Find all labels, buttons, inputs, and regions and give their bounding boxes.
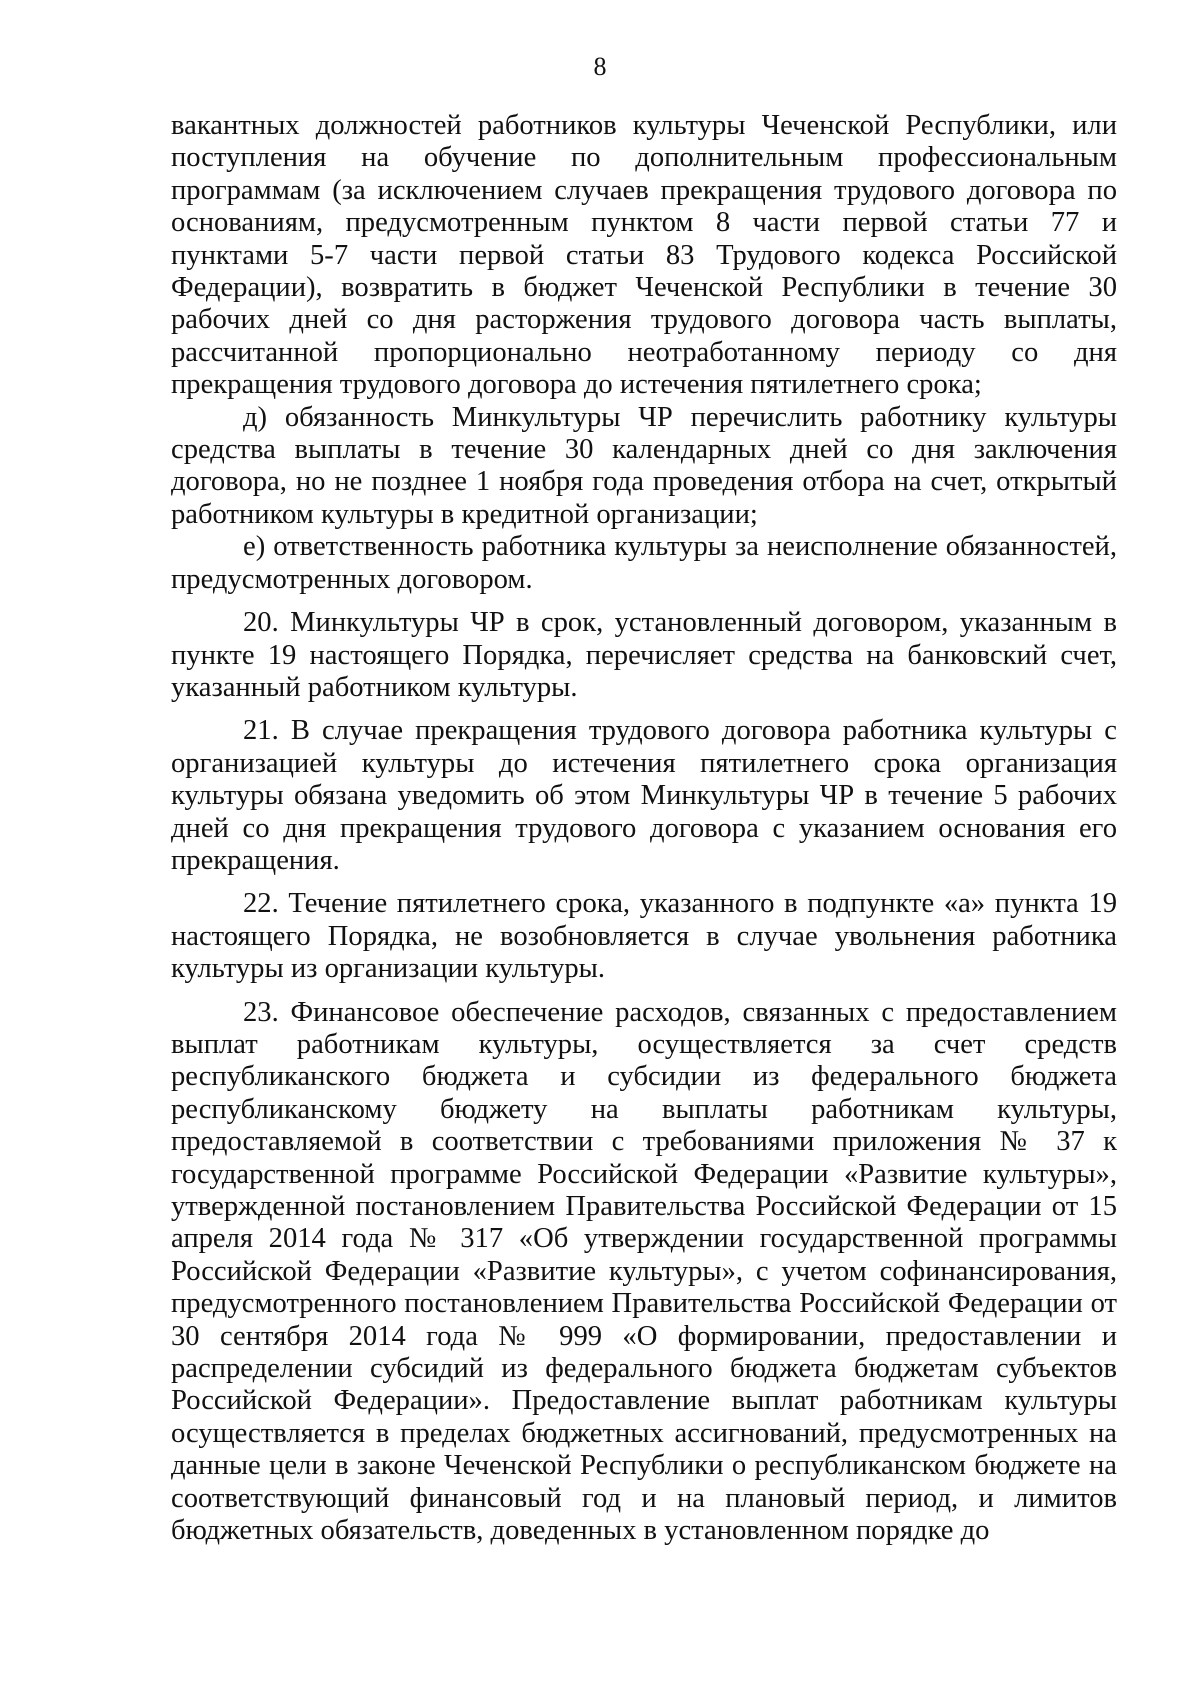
- paragraph-item-20: 20. Минкультуры ЧР в срок, установленный договором, указанным в пункте 19 настоящего Порядка, перечисляет средства на банковский счет, указанный работником культуры.: [171, 607, 1117, 703]
- paragraph-subitem-d: д) обязанность Минкультуры ЧР перечислить работнику культуры средства выплаты в течение 30 календарных дней со дня заключения договора, но не позднее 1 ноября года проведения отбора на счет, открытый работником культуры в кредитной организации;: [171, 401, 1117, 530]
- paragraph-item-22: 22. Течение пятилетнего срока, указанного в подпункте «а» пункта 19 настоящего Порядка, не возобновляется в случае увольнения работника культуры из организации культуры.: [171, 888, 1117, 985]
- paragraph-item-23: 23. Финансовое обеспечение расходов, связанных с предоставлением выплат работникам культуры, осуществляется за счет средств республиканского бюджета и субсидии из федерального бюджета республиканскому бюджету на выплаты работникам культуры, предоставляемой в соответствии с требованиями приложения № 37 к государственной программе Российской Федерации «Развитие культуры», утвержденной постановлением Правительства Российской Федерации от 15 апреля 2014 года № 317 «Об утверждении государственной программы Российской Федерации «Развитие культуры», с учетом софинансирования, предусмотренного постановлением Правительства Российской Федерации от 30 сентября 2014 года № 999 «О формировании, предоставлении и распределении субсидий из федерального бюджета бюджетам субъектов Российской Федерации». Предоставление выплат работникам культуры осуществляется в пределах бюджетных ассигнований, предусмотренных на данные цели в законе Чеченской Республики о республиканском бюджете на соответствующий финансовый год и на плановый период, и лимитов бюджетных обязательств, доведенных в установленном порядке до: [171, 996, 1117, 1547]
- document-body: [171, 110, 1117, 1547]
- paragraph-item-21: 21. В случае прекращения трудового договора работника культуры с организацией культуры до истечения пятилетнего срока организация культуры обязана уведомить об этом Минкультуры ЧР в течение 5 рабочих дней со дня прекращения трудового договора с указанием основания его прекращения.: [171, 715, 1117, 876]
- paragraph-subitem-e: е) ответственность работника культуры за неисполнение обязанностей, предусмотренных договором.: [171, 531, 1117, 595]
- paragraph-continuation: вакантных должностей работников культуры Чеченской Республики, или поступления на обучение по дополнительным профессиональным программам (за исключением случаев прекращения трудового договора по основаниям, предусмотренным пунктом 8 части первой статьи 77 и пунктами 5-7 части первой статьи 83 Трудового кодекса Российской Федерации), возвратить в бюджет Чеченской Республики в течение 30 рабочих дней со дня расторжения трудового договора часть выплаты, рассчитанной пропорционально неотработанному периоду со дня прекращения трудового договора до истечения пятилетнего срока;: [171, 110, 1117, 401]
- page-number: 8: [593, 52, 607, 81]
